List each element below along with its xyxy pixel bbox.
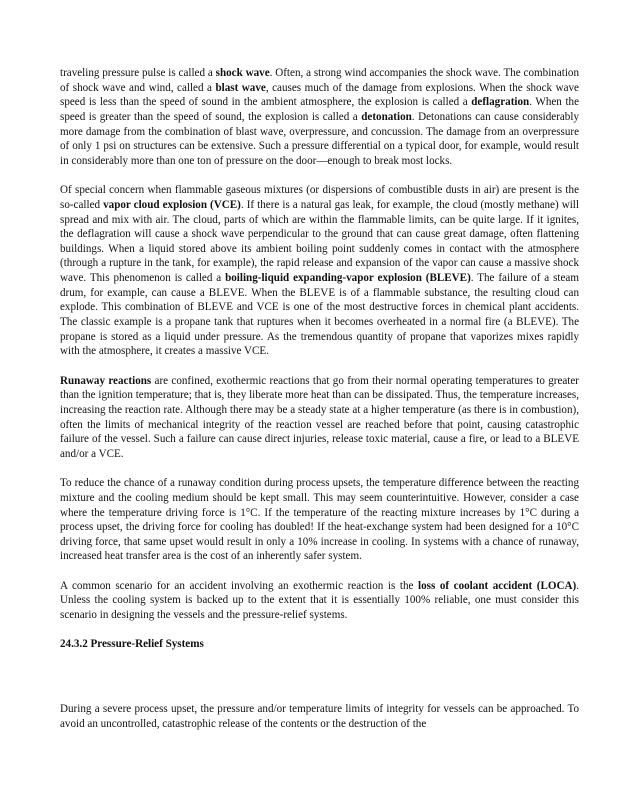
term-blast-wave: blast wave	[215, 81, 266, 94]
paragraph-vce-bleve	[60, 183, 579, 359]
term-deflagration: deflagration	[471, 96, 530, 109]
spacer	[60, 652, 579, 702]
text-run: . Often, a strong wind accompanies the shock wave. The combination of shock wave and wind, called a	[60, 67, 580, 94]
term-vce: vapor cloud explosion (VCE)	[103, 198, 241, 211]
text-run: , causes much of the damage from explosions. When the shock wave speed is less than the speed of sound in the ambient atmosphere, the explosion is called a	[60, 81, 579, 109]
paragraph-temperature-difference: To reduce the chance of a runaway condition during process upsets, the temperature difference between the reacting mixture and the cooling medium should be kept small. This may seem counterintuitive. However, consider a case where the temperature driving force is 1°C. If the temperature of the reacting mixture increases by 1°C during a process upset, the driving force for cooling has doubled! If the heat-exchange system had been designed for a 10°C driving force, that same upset would result in only a 10% increase in cooling. In systems with a chance of runaway, increased heat transfer area is the cost of an inherently safer system.	[60, 477, 579, 563]
paragraph-process-upset: During a severe process upset, the pressure and/or temperature limits of integrity for vessels can be approached. To avoid an uncontrolled, catastrophic release of the contents or the destruction of the	[60, 702, 579, 730]
paragraph-runaway-reactions	[60, 374, 579, 462]
term-runaway-reactions: Runaway reactions	[60, 374, 152, 387]
text-run: . Unless the cooling system is backed up to the extent that it is essentially 100% reliable, one must consider this scenario in designing the vessels and the pressure-relief systems.	[60, 579, 579, 622]
text-run: . If there is a natural gas leak, for example, the cloud (mostly methane) will spread and mix with air. The cloud, parts of which are within the flammable limits, can be quite large. If it ignites, the deflagration will cause a shock wave perpendicular to the ground that can cause great damage, often flattening buildings. When a liquid stored above its ambient boiling point suddenly comes in contact with the atmosphere (through a rupture in the tank, for example), the rapid release and expansion of the vapor can cause a massive shock wave. This phenomenon is called a	[60, 198, 579, 285]
paragraph-shock-wave	[60, 66, 579, 169]
text-run: A common scenario for an accident involving an exothermic reaction is the	[60, 579, 419, 592]
paragraph-loca	[60, 579, 579, 623]
term-detonation: detonation	[361, 110, 412, 123]
text-run: . The failure of a steam drum, for example, can cause a BLEVE. When the BLEVE is of a flammable substance, the resulting cloud can explode. This combination of BLEVE and VCE is one of the most destructive forces in chemical plant accidents. The classic example is a propane tank that ruptures when it becomes overheated in a normal fire (a BLEVE). The propane is stored as a liquid under pressure. As the tremendous quantity of propane that vaporizes mixes rapidly with the atmosphere, it creates a massive VCE.	[60, 272, 579, 358]
term-loca: loss of coolant accident (LOCA)	[418, 579, 577, 592]
text-run: are confined, exothermic reactions that go from their normal operating temperatures to greater than the ignition temperature; that is, they liberate more heat than can be dissipated. Thus, the temperature increases, increasing the reaction rate. Although there may be a steady state at a higher temperature (as there is in combustion), often the limits of mechanical integrity of the reaction vessel are reached before that point, causing catastrophic failure of the vessel. Such a failure can cause direct injuries, release toxic material, cause a fire, or lead to a BLEVE and/or a VCE.	[60, 374, 579, 460]
text-run: . When the speed is greater than the speed of sound, the explosion is called a	[60, 96, 579, 123]
section-heading: 24.3.2 Pressure-Relief Systems	[60, 638, 204, 651]
text-run: traveling pressure pulse is called a	[60, 67, 216, 79]
document-page	[60, 66, 579, 746]
text-run: Of special concern when flammable gaseous mixtures (or dispersions of combustible dusts in air) are present is the so-called	[60, 184, 579, 211]
text-run: . Detonations can cause considerably more damage from the combination of blast wave, overpressure, and concussion. The damage from an overpressure of only 1 psi on structures can be extensive. Such a pressure differential on a typical door, for example, would result in considerably more than one ton of pressure on the door—enough to break most locks.	[60, 110, 579, 167]
term-bleve: boiling-liquid expanding-vapor explosion (BLEVE)	[225, 272, 471, 285]
term-shock-wave: shock wave	[215, 67, 270, 79]
